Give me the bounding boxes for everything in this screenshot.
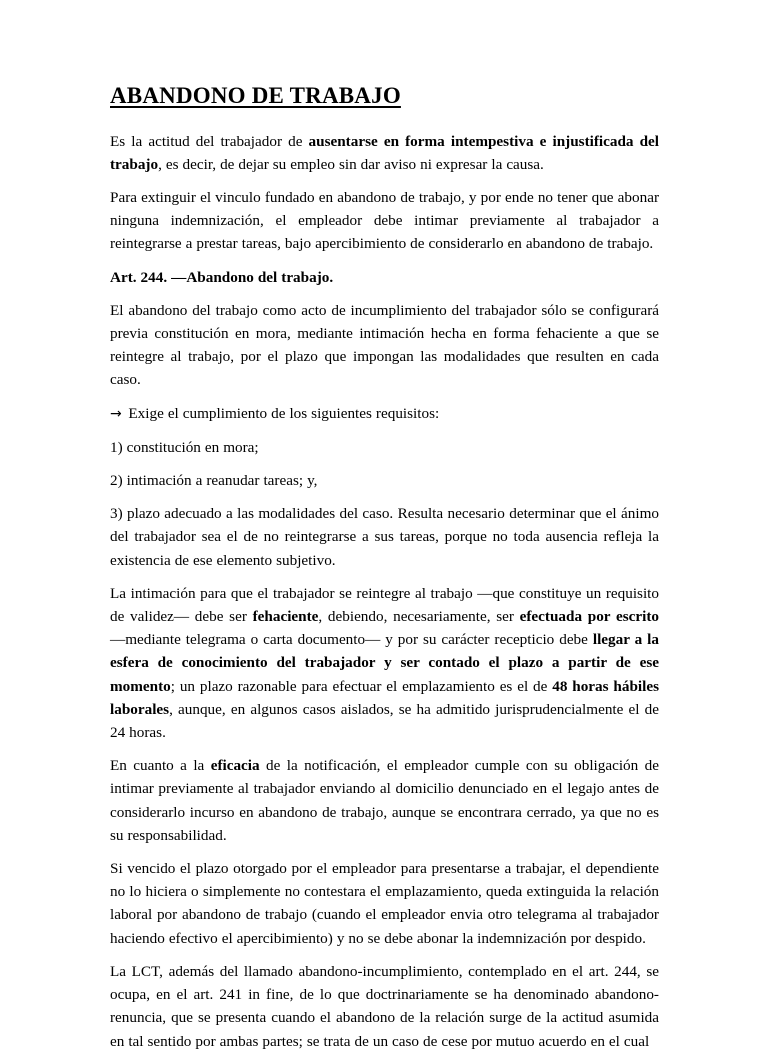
body-text: de la notificación, el empleador cumple con su obligación de intimar previamente al trabajador enviando al domicilio denunciado en el legajo antes de considerarlo incurso en abandono de trabajo, aunque se encontrara cerrado, ya que no es su responsabilidad. (110, 757, 659, 844)
body-text: El abandono del trabajo como acto de incumplimiento del trabajador sólo se configurará previa constitución en mora, mediante intimación hecha en forma fehaciente a que se reintegre al trabajo, por el plazo que impongan las modalidades que resulten en cada caso. (110, 301, 659, 389)
body-text: 2) intimación a reanudar tareas; y, (110, 472, 318, 490)
body-text: 3) plazo adecuado a las modalidades del caso. Resulta necesario determinar que el ánimo del trabajador sea el de no reintegrarse a sus tareas, porque no toda ausencia refleja la existencia de ese elemento subjetivo. (110, 505, 659, 569)
emphasis-text: efectuada por escrito (519, 608, 659, 626)
paragraph-articulo-244-heading (110, 266, 659, 289)
body-text: La intimación para que el trabajador se reintegre al trabajo —que constituye un requisito de validez— debe ser (110, 584, 659, 626)
paragraph-intro (110, 130, 659, 176)
paragraph-requisito-3 (110, 502, 659, 572)
paragraph-requisito-1 (110, 436, 659, 459)
paragraph-lct-abandono-renuncia (110, 960, 659, 1053)
body-text: La LCT, además del llamado abandono-incumplimiento, contemplado en el art. 244, se ocupa, en el art. 241 in fine, de lo que doctrinariamente se ha denominado abandono-renuncia, que se presenta cuando el abandono de la relación surge de la actitud asumida en tal sentido por ambas partes; se trata de un caso de cese por mutuo acuerdo en el cual (110, 962, 659, 1050)
body-text: Para extinguir el vinculo fundado en abandono de trabajo, y por ende no tener que abonar ninguna indemnización, el empleador debe intimar previamente al trabajador a reintegrarse a prestar tareas, bajo apercibimiento de considerarlo en abandono de trabajo. (110, 189, 659, 253)
right-arrow-icon: → (110, 405, 127, 422)
emphasis-text: 48 horas hábiles laborales (110, 677, 659, 718)
document-content (110, 82, 659, 1053)
paragraph-eficacia-notificacion (110, 754, 659, 847)
body-text: —mediante telegrama o carta documento— y por su carácter recepticio debe (110, 631, 593, 649)
body-text: , es decir, de dejar su empleo sin dar aviso ni expresar la causa. (158, 155, 544, 173)
body-text: ; un plazo razonable para efectuar el emplazamiento es el de (170, 677, 553, 695)
paragraph-plazo-vencido (110, 857, 659, 950)
document-body (110, 130, 659, 1053)
body-text: Exige el cumplimiento de los siguientes requisitos: (128, 404, 440, 422)
emphasis-text: llegar a la esfera de conocimiento del trabajador y ser contado el plazo a partir de ese momento (110, 631, 659, 695)
body-text: Es la actitud del trabajador de (110, 132, 309, 150)
paragraph-extinguir-vinculo (110, 186, 659, 256)
body-text: Si vencido el plazo otorgado por el empleador para presentarse a trabajar, el dependiente no lo hiciera o simplemente no contestara el emplazamiento, queda extinguida la relación laboral por abandono de trabajo (cuando el empleador envia otro telegrama al trabajador haciendo efectivo el apercibimiento) y no se debe abonar la indemnización por despido. (110, 860, 659, 947)
paragraph-requisito-2 (110, 469, 659, 492)
emphasis-text: Art. 244. —Abandono del trabajo. (110, 268, 334, 286)
body-text: En cuanto a la (110, 757, 211, 775)
paragraph-intimacion-requisitos (110, 582, 659, 744)
page-title: ABANDONO DE TRABAJO (110, 83, 401, 108)
paragraph-requisitos-intro (110, 402, 659, 426)
emphasis-text: fehaciente (252, 608, 319, 626)
body-text: 1) constitución en mora; (110, 438, 259, 456)
body-text: , aunque, en algunos casos aislados, se ha admitido jurisprudencialmente el de 24 horas. (110, 700, 659, 742)
emphasis-text: ausentarse en forma intempestiva e injustificada del trabajo (110, 132, 660, 173)
paragraph-articulo-244-body (110, 299, 659, 392)
emphasis-text: eficacia (210, 757, 260, 775)
body-text: , debiendo, necesariamente, ser (318, 608, 520, 626)
